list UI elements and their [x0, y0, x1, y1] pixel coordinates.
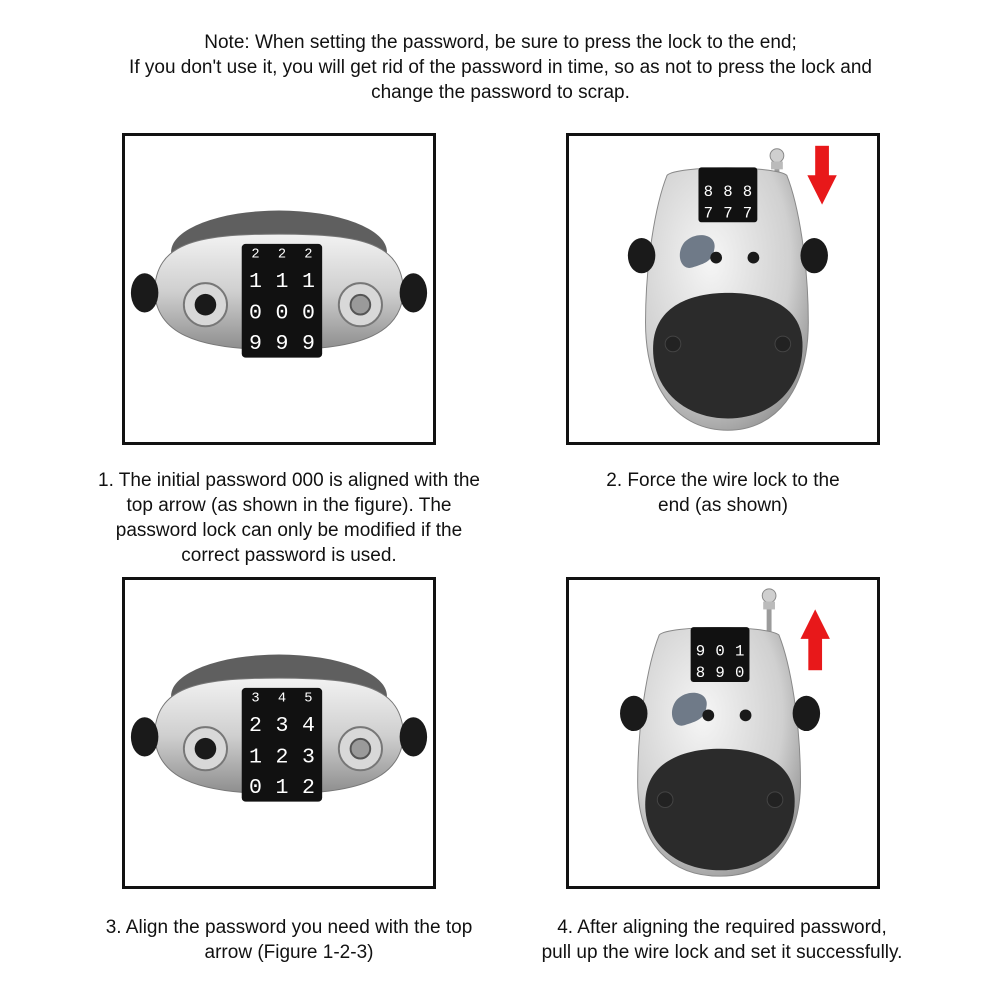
dial-digit: 7 — [742, 204, 753, 223]
caption-line: 3. Align the password you need with the top — [105, 917, 473, 938]
dial-digit: 2 — [248, 714, 262, 739]
dial-digit: 9 — [301, 331, 315, 356]
dial-digit: 0 — [248, 301, 262, 326]
dial-digit: 0 — [715, 642, 725, 661]
step-1-caption — [40, 468, 538, 568]
step-3-caption — [40, 915, 538, 965]
cow-lock-image — [569, 580, 877, 886]
dial-digit: 9 — [715, 664, 725, 683]
dial-digit: 8 — [723, 182, 733, 201]
dial-digit: 9 — [695, 642, 706, 661]
caption-line: top arrow (as shown in the figure). The — [126, 495, 452, 516]
note-text — [40, 30, 961, 105]
dial-digit: 0 — [275, 301, 289, 326]
dial-digit: 1 — [734, 642, 745, 661]
caption-line: arrow (Figure 1-2-3) — [204, 942, 374, 963]
caption-line: end (as shown) — [658, 495, 788, 516]
dial-digit: 9 — [275, 331, 289, 356]
lock-front-view-image — [125, 136, 433, 442]
dial-digit: 7 — [723, 204, 733, 223]
caption-line: correct password is used. — [181, 545, 397, 566]
step-4-image-frame — [566, 577, 880, 889]
dial-digit: 8 — [742, 182, 753, 201]
dial-digit: 2 — [301, 775, 315, 800]
caption-line: 1. The initial password 000 is aligned with the — [98, 470, 480, 491]
arrow-down-icon — [807, 146, 836, 205]
dial-digit: 0 — [248, 775, 262, 800]
step-2-image-frame — [566, 133, 880, 445]
step-1-image-frame — [122, 133, 436, 445]
note-line: Note: When setting the password, be sure to press the lock to the end; — [204, 32, 797, 53]
dial-digit: 3 — [275, 714, 289, 739]
dial-digit: 3 — [301, 745, 315, 770]
dial-digit: 4 — [277, 691, 287, 707]
arrow-up-icon — [800, 609, 829, 670]
caption-line: 4. After aligning the required password, — [557, 917, 887, 938]
dial-digit: 5 — [304, 691, 313, 707]
dial-digit: 0 — [734, 664, 745, 683]
dial-digit: 7 — [703, 204, 713, 223]
caption-line: password lock can only be modified if the — [115, 520, 463, 541]
dial-digit: 1 — [301, 270, 315, 295]
dial-digit: 8 — [703, 182, 713, 201]
dial-digit: 2 — [251, 247, 260, 263]
dial-digit: 8 — [695, 664, 706, 683]
dial-digit: 1 — [275, 775, 289, 800]
dial-digit: 1 — [248, 745, 262, 770]
dial-digit: 2 — [275, 745, 289, 770]
dial-digit: 1 — [275, 270, 289, 295]
step-3-image-frame — [122, 577, 436, 889]
dial-digit: 2 — [304, 247, 313, 263]
note-line: change the password to scrap. — [371, 82, 630, 103]
dial-digit: 9 — [248, 331, 262, 356]
step-2-caption — [566, 468, 880, 518]
dial-digit: 4 — [301, 714, 315, 739]
dial-digit: 2 — [277, 247, 287, 263]
note-line: If you don't use it, you will get rid of the password in time, so as not to press the lock and — [129, 57, 872, 78]
dial-digit: 1 — [248, 270, 262, 295]
step-4-caption — [512, 915, 932, 965]
dial-digit: 0 — [301, 301, 315, 326]
caption-line: pull up the wire lock and set it successfully. — [541, 942, 903, 963]
cow-lock-image — [569, 136, 877, 442]
lock-front-view-image — [125, 580, 433, 886]
dial-digit: 3 — [251, 691, 260, 707]
caption-line: 2. Force the wire lock to the — [606, 470, 840, 491]
